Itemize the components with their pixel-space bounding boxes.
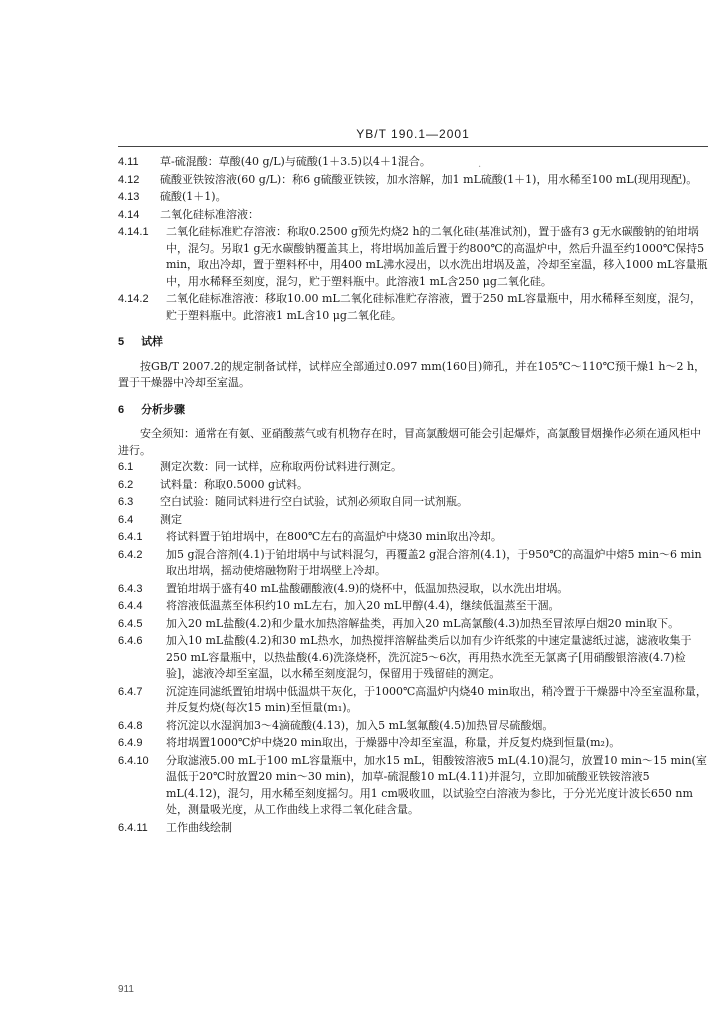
document-body bbox=[118, 154, 708, 837]
clause-item bbox=[118, 494, 708, 511]
clause-number: 4.14 bbox=[118, 208, 140, 221]
clause-item bbox=[118, 512, 708, 529]
page-number: 911 bbox=[118, 984, 134, 995]
section-5-paragraph: 按GB/T 2007.2的规定制备试样，试样应全部通过0.097 mm(160目)筛孔，并在105℃～110℃预干燥1 h～2 h，置于干燥器中冷却至室温。 bbox=[118, 359, 706, 389]
clause-text: 加入10 mL盐酸(4.2)和30 mL热水，加热搅拌溶解盐类后以加有少许纸浆的中速定量滤纸过滤，滤液收集于250 mL容量瓶中，以热盐酸(4.6)洗涤烧杯，洗沉淀5～6次，再用热水洗至无氯离子[用硝酸银溶液(4.7)检验]，滤液冷却至室温，以水稀至刻度混匀，保留用于残留硅的测定。 bbox=[166, 634, 692, 680]
clause-item bbox=[118, 753, 708, 819]
clause-number: 6.4.5 bbox=[118, 617, 143, 630]
clause-item bbox=[118, 633, 708, 683]
clause-text: 硫酸(1＋1)。 bbox=[160, 190, 227, 203]
clause-text: 硫酸亚铁铵溶液(60 g/L)：称6 g硫酸亚铁铵，加水溶解，加1 mL硫酸(1＋1)，用水稀至100 mL(现用现配)。 bbox=[160, 172, 698, 186]
clause-text: 二氧化硅标准溶液：移取10.00 mL二氧化硅标准贮存溶液，置于250 mL容量瓶中，用水稀释至刻度，混匀，贮于塑料瓶中。此溶液1 mL含10 μg二氧化硅。 bbox=[166, 292, 701, 322]
clause-text: 将沉淀以水湿润加3～4滴硫酸(4.13)，加入5 mL氢氟酸(4.5)加热冒尽硫酸烟。 bbox=[166, 718, 554, 732]
clause-number: 6.4.1 bbox=[118, 531, 143, 543]
clause-item bbox=[118, 189, 708, 206]
clause-item bbox=[118, 735, 708, 752]
section-number: 5 bbox=[118, 336, 125, 348]
section-title: 分析步骤 bbox=[141, 403, 186, 416]
clause-number: 4.12 bbox=[118, 173, 140, 186]
clause-number: 6.4.3 bbox=[118, 582, 143, 595]
clause-number: 6.4.2 bbox=[118, 548, 143, 561]
clause-item bbox=[118, 154, 708, 171]
clause-item bbox=[118, 684, 708, 717]
clause-item bbox=[118, 224, 708, 290]
clause-text: 草-硫混酸：草酸(40 g/L)与硫酸(1＋3.5)以4＋1混合。 bbox=[160, 155, 431, 168]
clause-text: 加入20 mL盐酸(4.2)和少量水加热溶解盐类，再加入20 mL高氯酸(4.3)加热至冒浓厚白烟20 min取下。 bbox=[166, 616, 680, 630]
clause-item bbox=[118, 477, 708, 494]
section-number: 6 bbox=[118, 403, 125, 416]
section-5-title bbox=[118, 334, 708, 351]
procedure-list bbox=[118, 459, 708, 836]
clause-number: 6.1 bbox=[118, 461, 134, 473]
clause-item bbox=[118, 547, 708, 580]
scan-mark: · bbox=[478, 162, 482, 173]
clause-number: 6.3 bbox=[118, 496, 134, 508]
clause-number: 6.4.4 bbox=[118, 600, 143, 612]
clause-number: 6.4.10 bbox=[118, 754, 149, 767]
standard-header: YB/T 190.1—2001 bbox=[356, 127, 470, 141]
clause-number: 4.11 bbox=[118, 156, 139, 168]
clause-item bbox=[118, 581, 708, 598]
clause-number: 6.4.11 bbox=[118, 821, 148, 834]
clause-number: 4.14.2 bbox=[118, 293, 149, 305]
clause-item bbox=[118, 598, 708, 615]
clause-text: 工作曲线绘制 bbox=[166, 820, 232, 834]
clause-text: 测定 bbox=[160, 512, 182, 526]
clause-number: 6.4.8 bbox=[118, 719, 143, 732]
clause-item bbox=[118, 820, 708, 837]
clause-item bbox=[118, 616, 708, 633]
clause-number: 6.4.7 bbox=[118, 685, 143, 698]
clause-item bbox=[118, 291, 708, 324]
clause-number: 6.4.6 bbox=[118, 635, 143, 647]
clause-text: 沉淀连同滤纸置铂坩埚中低温烘干灰化，于1000℃高温炉内烧40 min取出，稍冷置于干燥器中冷至室温称量，并反复灼烧(每次15 min)至恒量(m₁)。 bbox=[166, 684, 707, 714]
safety-warning: 安全须知：通常在有氨、亚硝酸蒸气或有机物存在时，冒高氯酸烟可能会引起爆炸，高氯酸冒烟操作必须在通风柜中进行。 bbox=[118, 427, 701, 457]
clause-text: 二氧化硅标准溶液： bbox=[160, 207, 259, 221]
clause-number: 4.13 bbox=[118, 191, 140, 203]
clause-number: 6.2 bbox=[118, 478, 134, 491]
clause-item bbox=[118, 718, 708, 735]
clause-text: 将试料置于铂坩埚中，在800℃左右的高温炉中烧30 min取出冷却。 bbox=[166, 530, 502, 543]
clause-item bbox=[118, 172, 708, 189]
clause-item bbox=[118, 207, 708, 224]
clause-text: 置铂坩埚于盛有40 mL盐酸硼酸液(4.9)的烧杯中，低温加热浸取，以水洗出坩埚。 bbox=[166, 581, 569, 595]
clause-text: 加5 g混合溶剂(4.1)于铂坩埚中与试料混匀，再覆盖2 g混合溶剂(4.1)，于950℃的高温炉中熔5 min～6 min取出坩埚，摇动使熔融物附于坩埚壁上冷却。 bbox=[166, 547, 702, 577]
clause-text: 将坩埚置1000℃炉中烧20 min取出，于燥器中冷却至室温，称量，并反复灼烧到恒量(m₂)。 bbox=[166, 736, 621, 749]
header-rule bbox=[118, 146, 708, 147]
clause-number: 6.4 bbox=[118, 513, 134, 526]
clause-number: 6.4.9 bbox=[118, 737, 143, 749]
clause-text: 二氧化硅标准贮存溶液：称取0.2500 g预先灼烧2 h的二氧化硅(基准试剂)，置于盛有3 g无水碳酸钠的铂坩埚中，混匀。另取1 g无水碳酸钠覆盖其上，将坩埚加盖后置于约800℃的高温炉中，然后升温至约1000℃保持5 min，取出冷却，置于塑料杯中，用400 mL沸水浸出，以水洗出坩埚及盖，冷却至室温，移入1000 mL容量瓶中，用水稀释至刻度，混匀，贮于塑料瓶中。此溶液1 mL含250 μg二氧化硅。 bbox=[166, 225, 708, 288]
clause-text: 将溶液低温蒸至体积约10 mL左右，加入20 mL甲醇(4.4)，继续低温蒸至干涸。 bbox=[166, 599, 560, 612]
section-6-title bbox=[118, 402, 708, 419]
clause-number: 4.14.1 bbox=[118, 226, 149, 238]
clause-item bbox=[118, 459, 708, 476]
clause-text: 测定次数：同一试样，应称取两份试料进行测定。 bbox=[160, 460, 402, 473]
clause-item bbox=[118, 529, 708, 546]
section-title: 试样 bbox=[141, 336, 164, 348]
clause-text: 分取滤液5.00 mL于100 mL容量瓶中，加水15 mL，钼酸铵溶液5 mL(4.10)混匀，放置10 min～15 min(室温低于20℃时放置20 min～30 min)，加草-硫混酸10 mL(4.11)并混匀，立即加硫酸亚铁铵溶液5 mL(4.12)，混匀，用水稀至刻度摇匀。用1 cm吸收皿，以试验空白溶液为参比，于分光光度计波长650 nm处，测量吸光度，从工作曲线上求得二氧化硅含量。 bbox=[166, 753, 707, 816]
reagent-list bbox=[118, 154, 708, 324]
clause-text: 空白试验：随同试料进行空白试验，试剂必须取自同一试剂瓶。 bbox=[160, 495, 468, 508]
clause-text: 试料量：称取0.5000 g试料。 bbox=[160, 477, 309, 491]
